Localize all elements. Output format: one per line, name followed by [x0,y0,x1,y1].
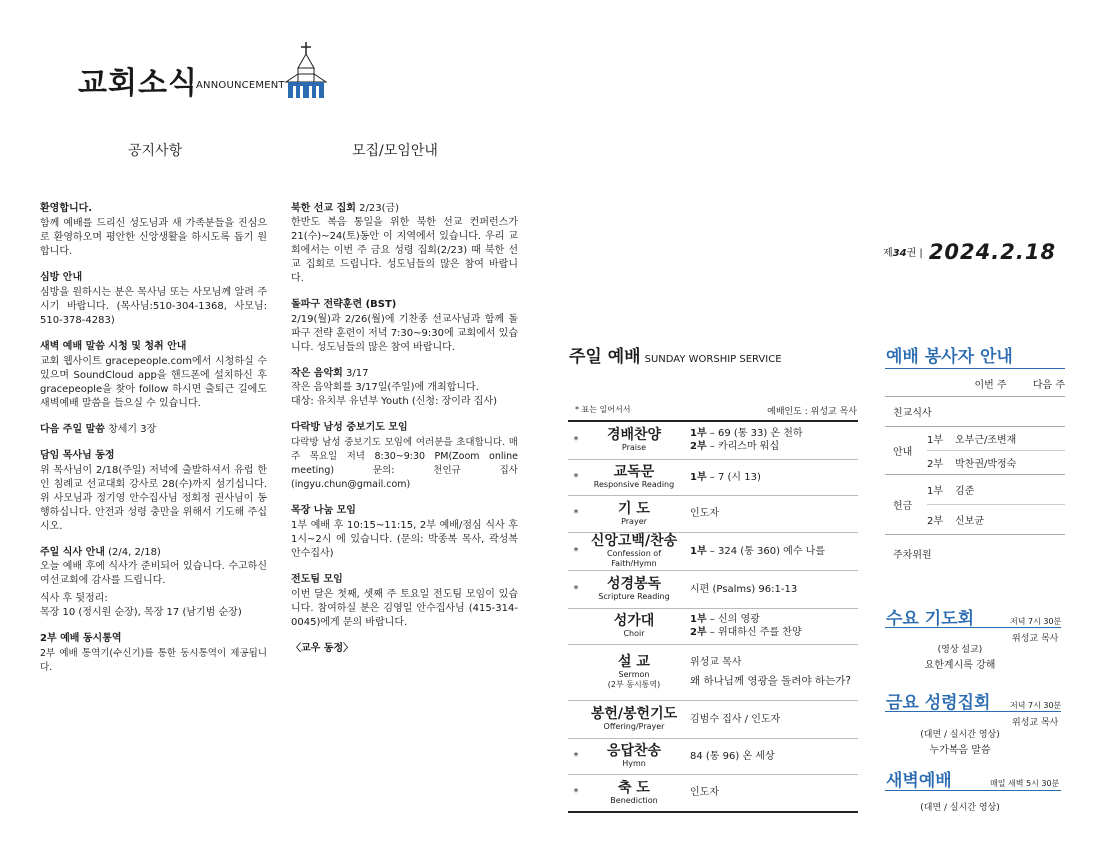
announcement-title: 2부 예배 동시통역 [40,633,122,644]
issue-info [883,240,1056,264]
friday-leader: 위성교 목사 [1012,718,1059,728]
dawn-note: (대면 / 실시간 영상) [920,803,1000,813]
announcement-title: 심방 안내 [40,272,83,283]
announcement-body: 오늘 예배 후에 식사가 준비되어 있습니다. 수고하신 여선교회에 감사를 드립니다. [40,561,267,586]
worship-item-name: 교독문 Responsive Reading [584,459,684,495]
issue-suffix: 권 | [906,248,923,259]
announcement-item [40,202,267,259]
announcement-title: 주일 식사 안내 [40,547,105,558]
worship-item-name: 설 교 Sermon (2부 동시통역) [584,644,684,700]
standing-mark: * [568,532,584,570]
announcement-item [291,573,518,630]
announcement-item [291,421,518,492]
offer1-names: 김준 [955,485,975,497]
volunteers-title: 예배 봉사자 안내 [886,347,1013,367]
announcement-item [291,298,518,355]
announcement-item [291,642,518,656]
announcement-body: 이번 달은 첫째, 셋째 주 토요일 전도팀 모임이 있습니다. 참여하실 분은 김영일 안수집사님 (415-314-0045)에게 문의 바랍니다. [291,589,518,628]
announcement-body: 심방을 원하시는 분은 목사님 또는 사모님께 알려 주시기 바랍니다. (목사님:510-304-1368, 사모님: 510-378-4283) [40,287,267,326]
worship-item-name: 성가대 Choir [584,608,684,644]
offer2-part: 2부 [927,515,944,527]
standing-mark [568,644,584,700]
standing-mark: * [568,459,584,495]
announcement-body: 함께 예배를 드리신 성도님과 새 가족분들을 진심으로 환영하오며 평안한 신앙생활을 하시도록 돕기 원합니다. [40,218,267,257]
worship-row [568,570,858,608]
announcement-title: 다락방 남성 중보기도 모임 [291,422,408,433]
wednesday-leader: 위성교 목사 [1012,634,1059,644]
announcement-item [40,632,267,675]
announcement-title: 환영합니다. [40,203,93,214]
standing-mark: * [568,570,584,608]
announcement-title: 북한 선교 집회 [291,203,356,214]
col-this-week: 이번 주 [974,379,1007,391]
page-title: 교회소식 [78,66,198,101]
wednesday-note: (영상 설교) [937,645,983,655]
worship-row [568,738,858,774]
announcement-title-extra: 3/17 [342,368,369,379]
standing-note: * 표는 일어서서 [575,405,631,414]
friday-time: 저녁 7시 30분 [1010,701,1062,710]
guide1-names: 오부근/조변재 [955,434,1017,446]
worship-item-name: 경배찬양 Praise [584,422,684,459]
worship-item-name: 신앙고백/찬송 Confession of Faith/Hymn [584,532,684,570]
worship-item-name: 축 도 Benediction [584,774,684,812]
announcement-title: 새벽 예배 말씀 시청 및 청취 안내 [40,341,187,352]
announcement-body-2: 식사 후 뒷정리: [40,593,108,604]
announcements-col2 [291,202,518,668]
announcement-title: 목장 나눔 모임 [291,505,356,516]
announcement-item [40,546,267,620]
friday-text: 누가복음 말씀 [929,745,991,756]
dawn-rule [885,790,1061,791]
worship-item-content: 1부 – 7 (시 13) [684,459,858,495]
announcement-item [40,340,267,411]
standing-mark: * [568,738,584,774]
worship-title-en: SUNDAY WORSHIP SERVICE [644,354,782,365]
announcement-item [291,504,518,561]
worship-row [568,422,858,459]
sermon-title: 왜 하나님께 영광을 돌려야 하는가? [690,675,851,687]
offer1-part: 1부 [927,485,944,497]
parking-label: 주차위원 [893,549,932,561]
worship-item-content: 시편 (Psalms) 96:1-13 [684,570,858,608]
announcement-title: 작은 음악회 [291,368,343,379]
worship-item-content: 인도자 [684,774,858,812]
announcement-item [40,271,267,328]
offer2-names: 신보균 [955,515,984,527]
standing-mark: * [568,495,584,532]
worship-row [568,644,858,700]
friday-title: 금요 성령집회 [886,693,991,713]
worship-item-content: 인도자 [684,495,858,532]
wednesday-rule [885,627,1061,628]
wednesday-title: 수요 기도회 [886,609,975,629]
worship-item-content: 1부 – 69 (통 33) 온 천하 2부 – 카리스마 워십 [684,422,858,459]
worship-row [568,532,858,570]
dawn-title: 새벽예배 [886,771,952,791]
worship-meta [575,404,857,415]
worship-item-name: 성경봉독 Scripture Reading [584,570,684,608]
announcement-body-3: 목장 10 (정시원 순장), 목장 17 (남기범 순장) [40,607,242,618]
worship-item-content: 위성교 목사 왜 하나님께 영광을 돌려야 하는가? [684,644,858,700]
announcement-title: 〈교우 동정〉 [291,643,354,654]
standing-mark [568,700,584,738]
worship-item-content: 1부 – 신의 영광 2부 – 위대하신 주를 찬양 [684,608,858,644]
page-subtitle: ANNOUNCEMENT [196,80,285,91]
worship-item-name: 봉헌/봉헌기도 Offering/Prayer [584,700,684,738]
announcement-body: 1부 예배 후 10:15~11:15, 2부 예배/점심 식사 후 1시~2시 에 있습니다. (문의: 박종복 목사, 곽성복 안수집사) [291,520,518,559]
issue-volume: 34 [892,248,907,259]
guide2-part: 2부 [927,458,944,470]
dawn-time: 매일 새벽 5시 30분 [990,779,1060,788]
col-next-week: 다음 주 [1032,379,1065,391]
worship-order-table [568,422,858,813]
worship-item-content: 1부 – 324 (통 360) 예수 나를 [684,532,858,570]
announcement-body: 작은 음악회를 3/17일(주일)에 개최합니다. [291,382,479,393]
announcement-title-extra: (2/4, 2/18) [104,547,161,558]
announcement-title-extra: 창세기 3장 [104,424,157,435]
standing-mark: * [568,774,584,812]
standing-mark [568,608,584,644]
volunteers-table [885,371,1065,572]
announcement-item [40,423,267,437]
offering-label: 헌금 [885,474,927,534]
worship-item-name: 응답찬송 Hymn [584,738,684,774]
fellowship-label: 친교식사 [893,407,932,419]
announcement-title-extra: 2/23(금) [355,203,400,214]
worship-row [568,700,858,738]
worship-title [569,342,782,367]
announcement-item [291,202,518,286]
announcements-col1 [40,202,267,687]
worship-row [568,495,858,532]
announcement-body: 위 목사님이 2/18(주일) 저녁에 출발하셔서 유럽 한인 침례교 선교대회 강사로 28(수)까지 섬기십니다. 위 사모님과 정기영 안수집사님 정회정 권사님이 동행하십니다. 안전과 성령 충만을 위해서 기도해 주십시오. [40,465,267,532]
announcement-body: 교회 웹사이트 gracepeople.com에서 시청하실 수 있으며 SoundCloud app을 핸드폰에 설치하신 후 gracepeople을 찾아 follow 하시면 출퇴근 길에도 새벽예배 말씀을 들으실 수 있습니다. [40,356,267,409]
standing-mark: * [568,422,584,459]
announcement-title: 돌파구 전략훈련 (BST) [291,299,397,310]
announcement-body: 다락방 남성 중보기도 모임에 여러분을 초대합니다. 매주 목요일 저녁 8:30~9:30 PM(Zoom online meeting) 문의: 천인규 집사 (ingyu.chun@gmail.com) [291,437,518,490]
guide1-part: 1부 [927,434,944,446]
guide-label: 안내 [885,426,927,474]
worship-item-name: 기 도 Prayer [584,495,684,532]
friday-rule [885,711,1061,712]
worship-leader: 예배인도 : 위성교 목사 [767,407,857,417]
announcement-body: 2부 예배 통역기(수신기)를 통한 동시통역이 제공됩니다. [40,648,267,673]
issue-date: 2024.2.18 [928,240,1057,264]
worship-item-content: 84 (통 96) 온 세상 [684,738,858,774]
worship-row [568,774,858,812]
recruit-heading: 모집/모임안내 [352,143,438,159]
friday-note: (대면 / 실시간 영상) [920,730,1000,740]
worship-item-content: 김범수 집사 / 인도자 [684,700,858,738]
notice-heading: 공지사항 [128,143,183,159]
worship-row [568,459,858,495]
announcement-body: 한반도 복음 통일을 위한 북한 선교 컨퍼런스가 21(수)~24(토)동안 이 지역에서 있습니다. 우리 교회에서는 이번 주 금요 성령 집회(2/23) 때 북한 선교 집회로 드립니다. 성도님들의 많은 참여 바랍니다. [291,217,518,284]
church-icon [284,42,328,104]
announcement-item [291,367,518,409]
wednesday-text: 요한계시록 강해 [924,660,996,671]
worship-row [568,608,858,644]
issue-prefix: 제 [883,248,893,259]
wednesday-time: 저녁 7시 30분 [1010,617,1062,626]
announcement-title: 다음 주일 말씀 [40,424,105,435]
announcement-body-2: 대상: 유치부 유년부 Youth (신청: 장이라 집사) [291,396,498,407]
announcement-item [40,449,267,534]
announcement-body: 2/19(월)과 2/26(월)에 기찬종 선교사님과 함께 돌파구 전략 훈련이 저녁 7:30~9:30에 교회에서 있습니다. 성도님들의 많은 참여 바랍니다. [291,314,518,353]
worship-title-ko: 주일 예배 [569,347,641,367]
announcement-title: 담임 목사님 동정 [40,450,115,461]
announcement-title: 전도팀 모임 [291,574,343,585]
guide2-names: 박찬권/박정숙 [955,458,1017,470]
volunteers-rule [885,368,1065,369]
